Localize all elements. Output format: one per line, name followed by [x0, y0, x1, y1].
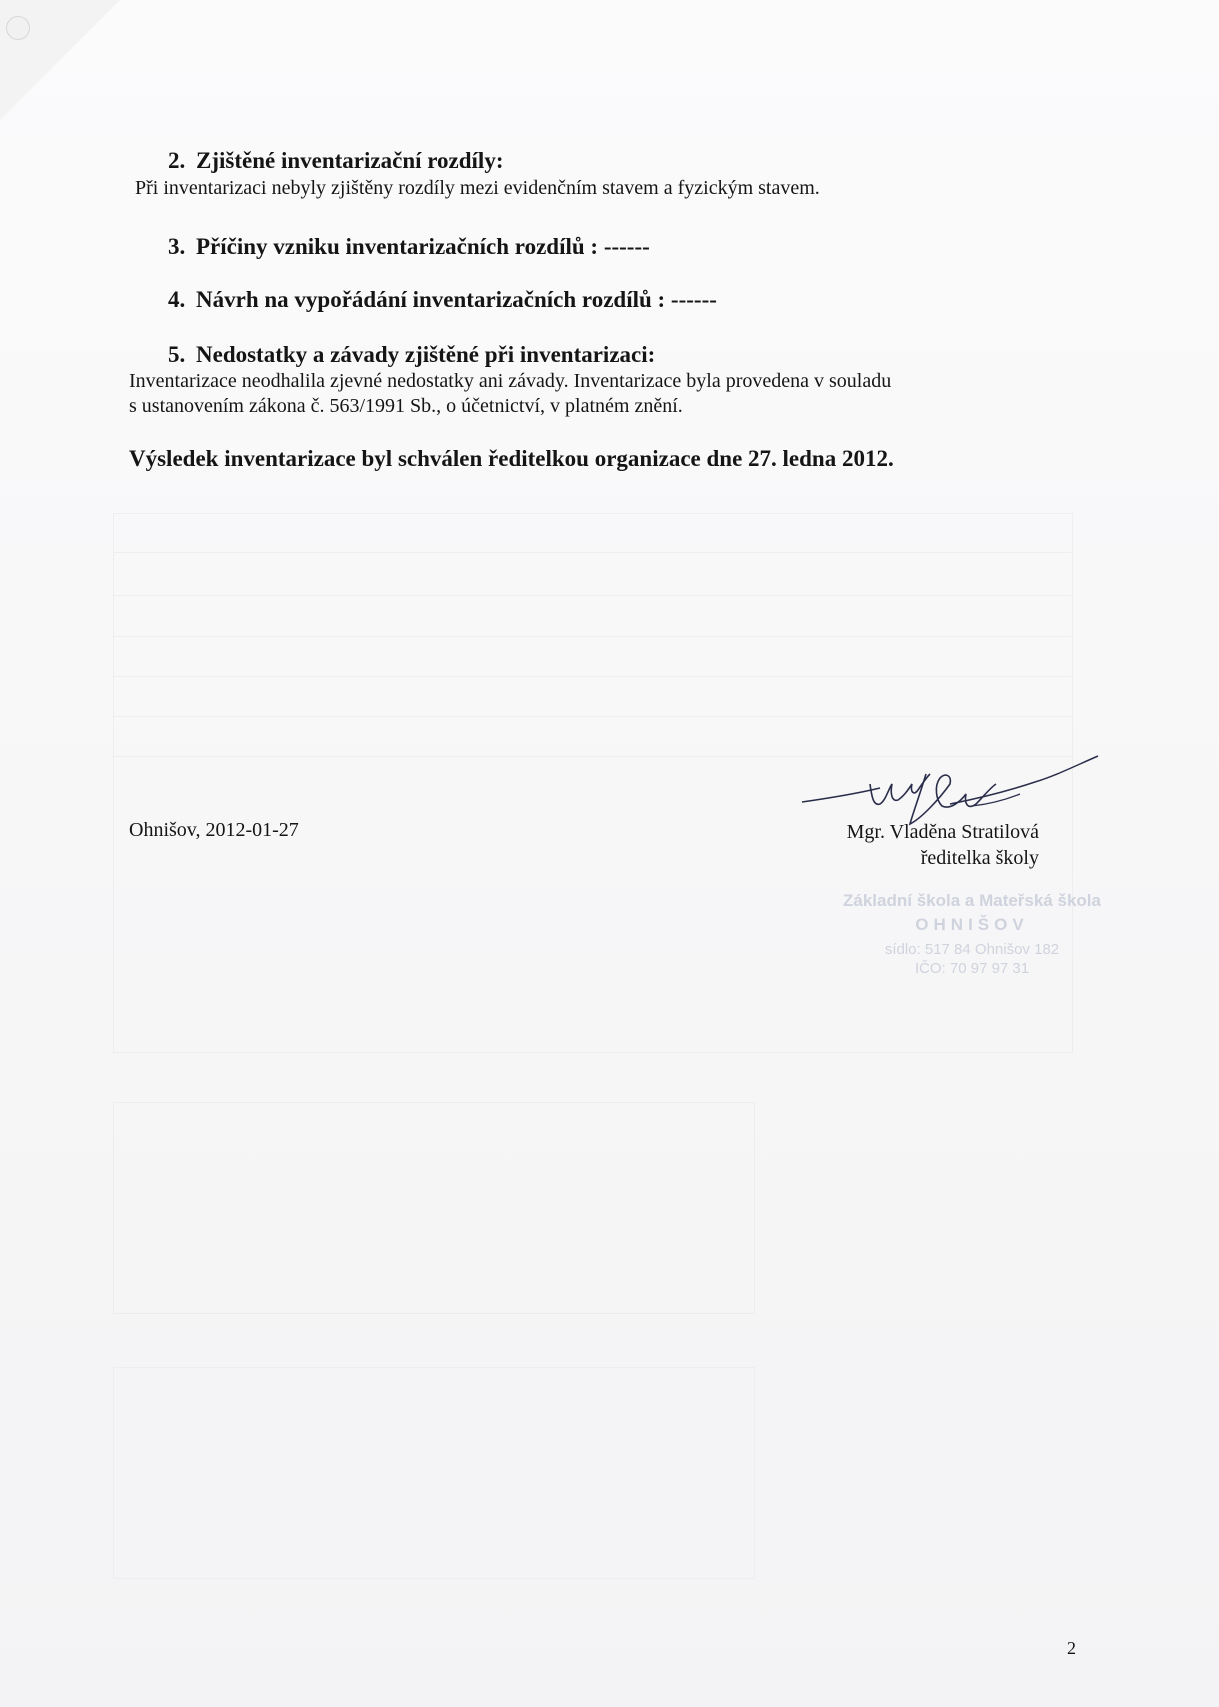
bleed-through-table [113, 1102, 755, 1314]
inventory-result: Výsledek inventarizace byl schválen ředitelkou organizace dne 27. ledna 2012. [129, 446, 894, 471]
stamp-address: sídlo: 517 84 Ohnišov 182 [884, 941, 1060, 958]
bleed-through-rule [113, 595, 1071, 596]
signatory-block [847, 819, 1039, 871]
stamp-ico: IČO: 70 97 97 31 [914, 960, 1030, 977]
section-title: Zjištěné inventarizační rozdíly: [196, 148, 504, 173]
bleed-through-rule [113, 552, 1071, 553]
section-heading [168, 234, 650, 260]
page-number: 2 [1067, 1638, 1076, 1658]
section-number: 5. [168, 342, 186, 367]
section-heading [168, 287, 717, 313]
paragraph-line: Při inventarizaci nebyly zjištěny rozdíly mezi evidenčním stavem a fyzickým stavem. [135, 177, 820, 199]
section-title: Nedostatky a závady zjištěné při inventarizaci: [196, 342, 656, 367]
stamp-school-name: Základní škola a Mateřská škola [843, 891, 1101, 910]
place-date: Ohnišov, 2012-01-27 [129, 819, 299, 841]
section-number: 2. [168, 148, 186, 173]
signatory-name: Mgr. Vladěna Stratilová [846, 821, 1039, 843]
punch-hole [6, 16, 30, 40]
section-title: Návrh na vypořádání inventarizačních rozdílů : ------ [196, 287, 717, 312]
bleed-through-table [113, 1367, 755, 1579]
paragraph-line: Inventarizace neodhalila zjevné nedostatky ani závady. Inventarizace byla provedena v souladu [129, 370, 892, 392]
section-title: Příčiny vzniku inventarizačních rozdílů : ------ [196, 234, 650, 259]
stamp-town: OHNIŠOV [915, 915, 1029, 934]
signatory-role: ředitelka školy [920, 847, 1039, 869]
section-text [129, 369, 891, 419]
bleed-through-rule [113, 636, 1071, 637]
section-heading [168, 148, 503, 174]
school-stamp [822, 891, 1122, 977]
bleed-through-rule [113, 676, 1071, 677]
section-number: 3. [168, 234, 186, 259]
section-number: 4. [168, 287, 186, 312]
section-heading [168, 342, 655, 368]
paragraph-line: s ustanovením zákona č. 563/1991 Sb., o účetnictví, v platném znění. [129, 395, 683, 417]
section-text [135, 176, 820, 201]
bleed-through-rule [113, 716, 1071, 717]
